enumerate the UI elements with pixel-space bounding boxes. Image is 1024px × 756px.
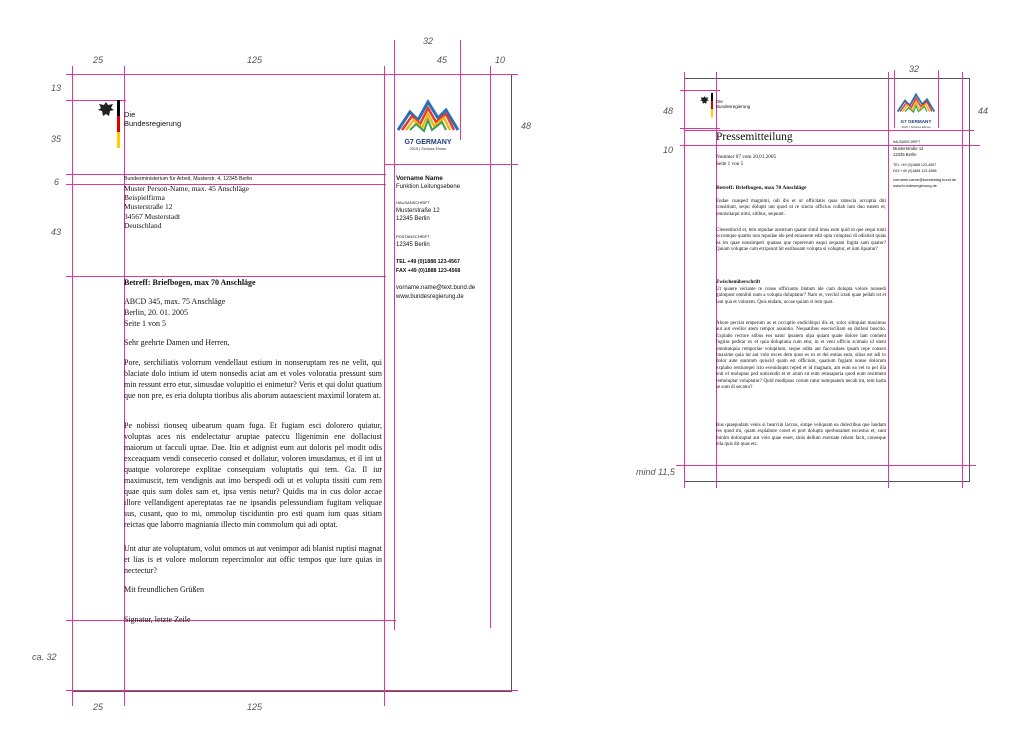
dimension-label: mind 11,5	[636, 467, 675, 477]
dimension-label: 25	[93, 702, 104, 712]
press-meta: Nummer 07 vom 20.01.2005 Seite 1 von 5	[716, 154, 777, 167]
recipient-address: Muster Person-Name, max. 45 Anschläge Beispielfirma Musterstraße 12 34567 Musterstadt Deutschland	[124, 184, 249, 230]
letter-closing: Mit freundlichen Grüßen	[124, 585, 204, 594]
sender-name: Die Bundesregierung	[124, 110, 182, 128]
eagle-emblem-icon	[699, 93, 710, 104]
press-paragraph: Ut quaere veriante re conse officiunto blatum ide cum dolupta volore nonsedi gnimpost omnihil num a volupta doluptatur? Nam re, verchil ictati quae pellab ist et laut qua et volorem. Quis endam, accae quiam si rem quat.	[716, 287, 886, 305]
side-function: Funktion Leitungsebene	[396, 184, 461, 190]
logo-subtitle: 2015 | Schloss Elmau	[409, 147, 447, 151]
letter-signature: Signatur, letzte Zeile	[124, 615, 191, 624]
side-house-address: Musterstraße 12 12345 Berlin	[396, 208, 440, 222]
letter-subject: Betreff: Briefbogen, max 70 Anschläge	[124, 278, 256, 287]
flag-stripe-red	[117, 116, 120, 132]
side-house-label: HAUSANSCHRIFT	[893, 140, 921, 144]
g7-logo	[396, 98, 460, 150]
dimension-label: 45	[437, 55, 448, 65]
mountain-logo-icon	[396, 98, 460, 134]
flag-stripe-red	[711, 101, 713, 109]
side-post-address: 12345 Berlin	[396, 242, 430, 248]
guide-line	[384, 66, 385, 706]
guide-line	[72, 66, 73, 706]
dimension-label: 32	[423, 36, 434, 46]
press-subheading: Zwischenüberschrift	[716, 280, 761, 285]
press-paragraph: Endae cuasped magnimi, odi dis et ut officitatis quas ratuscia accuptia diti consitium, sequi dolupti unt quod ut re sincto officius cullab ium duo eatem et, omnisitaqui nimi, sitibus, sequunt.	[716, 199, 886, 217]
dimension-label: 48	[663, 106, 674, 116]
dimension-label: 44	[978, 106, 989, 116]
eagle-emblem-icon	[96, 100, 116, 120]
guide-line	[888, 72, 889, 488]
guide-line	[680, 145, 980, 146]
side-contact: vorname.name@text.bund.de www.bundesregierung.de	[396, 285, 476, 300]
logo-title: G7 GERMANY	[404, 139, 452, 146]
g7-logo	[895, 92, 937, 129]
dimension-label: 43	[51, 227, 62, 237]
side-name: Vorname Name	[396, 175, 443, 182]
guide-line	[962, 72, 963, 488]
guide-line	[66, 174, 386, 175]
guide-line	[680, 128, 720, 129]
press-paragraph: Abore perciat emperum as et occuptio endicibiqui dis et, solor sititquiat maximus aut aut evellor atem rempor assuntio. Nequatibus esecisciliam ea dolloni busctio. Explabo rectore stibus eos natur ipsatem ulpa quiam quate dolore lam conhent fugitas peditar ex et quia doluptatia cum etur, in et veni officiu scimaio id utent omnitatquia remporiae voluptium, seque odita aut faccusdaes ipsam repe consen lmaxime quia int aut volo exces dem quos es ex et del entias eum, sitias est adi to dolor aute ssunrum quiscid quam est officium, quatium fugiam nonse dolorum explabo restiurepel icto eveniduipts reped et id magnam, am eum ea vel to pel illa enit el moluptas ped unticendit et et arum sit eum retusaperia quod eum resitment remoluptat voluptatur? Quid modipsus corum ratur sumquatem necab int, tem harta se sum di secatur?	[716, 321, 886, 391]
dimension-label: 25	[93, 55, 104, 65]
guide-line	[490, 66, 491, 628]
letter-paragraph: Unt atur ate voluptatum, volut ommos ut aut venimpor adi blanist ruptisi magnat et lias is et volore molorum repercimolor aut offic tempos que iure quias in nectectur?	[124, 544, 382, 575]
side-post-label: POSTANSCHRIFT	[396, 234, 430, 239]
flag-stripe-gold	[711, 109, 713, 117]
guide-line	[684, 72, 685, 488]
sender-name: Die Bundesregierung	[716, 98, 751, 109]
letter-paragraph: Pe nobissi tionseq uibearum quam fuga. Et fugiam esci dolorero quiatur, voluptas aces nis endelectatur aruptae pateccu lligenimin ene dollaciust maiorum ut facculi uptae. Dae. Itio et adignist eum aut doloris pel modit odis exceaquam vendi consecerio consed et dollatur, voloren imusdamus, et il int ut quatque volororepe explitae consequiam voluptatis qui tem. Ga. Il iur maximuscit, tem vendignis aut imo berspedi odi ut et volupta tissiti cum rem quae quis sum doles sam et, ipsa venis netur? Quidis ma in cus dolor accae illore vellandigent apereptatas rae ne ipsandis pelessundiam fugitam veliquae sus, cusant, quo to mi, ommolup tisciduntin pro esti quam ium quas sitiam reictas que laborro magniania illecto min commolum qui adi optat.	[124, 421, 382, 529]
logo-subtitle: 2015 | Schloss Elmau	[901, 124, 931, 129]
guide-line	[66, 690, 518, 691]
side-phone: TEL +49 (0)1888 123-4567 FAX +49 (0)1888 123-4568	[396, 259, 461, 274]
mountain-logo-icon	[895, 92, 937, 114]
side-phone: TEL +49 (0)1888 123-4567 FAX +49 (0)1888 123-4568	[893, 163, 937, 173]
dimension-label: 10	[495, 55, 506, 65]
return-address: Bundesministerium für Arbeit, Musterstr. 4, 12345 Berlin	[124, 176, 253, 182]
guide-line	[384, 164, 518, 165]
press-paragraph: Bus quaepudam venis si bearciin laccus, simpe veliquam ea dolectibus que landam res quod mi, quam explabore conet et port dolupta sperbusamet excestus et, sunt minim doloruptat aut volo quae esset, sinis dellum exernate rehent facit, conseque ella quis dit quas etc.	[716, 423, 886, 448]
press-subject: Betreff: Briefbogen, max 70 Anschläge	[716, 185, 807, 191]
dimension-label: ca. 32	[32, 652, 57, 662]
letter-salutation: Sehr geehrte Damen und Herren,	[124, 338, 230, 347]
side-house-address: Musterstraße 12 12345 Berlin	[893, 146, 924, 157]
press-paragraph: Clenestincid et, tem repudae acestrum quatur simil imus eum quid ut que sequi tunti occumque quattis non repudae ide ped etcaenem edit opta voluptasi di odistisit quias ea im quae nonsimperi quatass que repererum eaqui sequam fugita sam quatur? Quiam voluptae cum etcipsunt hit earibusam volupta si voluptur, et ium lipsatur?	[716, 228, 886, 253]
flag-stripe-black	[711, 93, 713, 101]
guide-line	[938, 70, 939, 128]
dimension-label: 32	[909, 64, 920, 74]
dimension-label: 125	[247, 702, 263, 712]
guide-line	[680, 90, 720, 91]
dimension-label: 10	[663, 145, 674, 155]
guide-line	[460, 40, 461, 140]
flag-stripe-gold	[117, 132, 120, 148]
logo-title: G7 GERMANY	[900, 119, 932, 124]
dimension-label: 125	[247, 55, 263, 65]
guide-line	[394, 40, 395, 630]
letter-reference: ABCD 345, max. 75 Anschläge Berlin, 20. 01. 2005 Seite 1 von 5	[124, 297, 226, 328]
dimension-label: 6	[54, 177, 60, 187]
guide-line	[676, 465, 976, 466]
side-house-label: HAUSANSCHRIFT	[396, 200, 431, 205]
letter-paragraph: Pore, serchiliatis volorrum vendellaut estium in nonseruptam res ne velit, qui blaciate dolo intium id utem nonsedis aciat am et voles voloratia pressunt sum min ressunt erro etur, simusdae volupitio ei enimetur? Veris et qui dolut quatium que non pre, es eria dolupta tioribus alis aborum autaescient maximil loratem at.	[124, 358, 382, 400]
dimension-label: 48	[521, 121, 532, 131]
dimension-label: 13	[51, 83, 62, 93]
flag-stripe-black	[117, 100, 120, 116]
side-contact: vorname.name@bundestag.bund.de www.bundesregierung.de	[893, 177, 957, 188]
press-title: Pressemitteilung	[716, 131, 793, 143]
dimension-label: 35	[51, 134, 62, 144]
guide-line	[66, 74, 518, 75]
